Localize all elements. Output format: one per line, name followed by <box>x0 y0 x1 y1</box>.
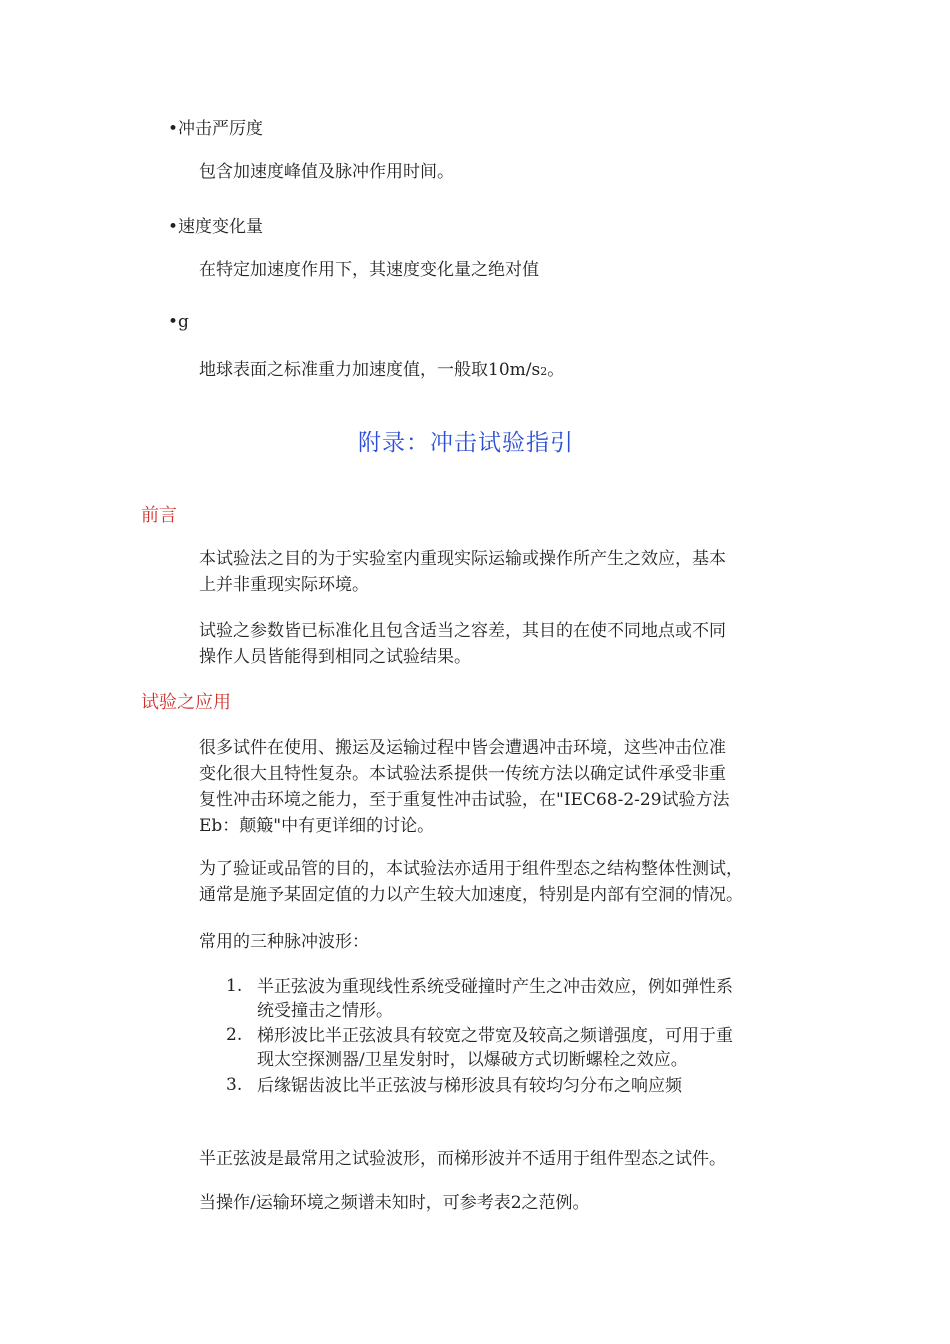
text-line: 本试验法之目的为于实验室内重现实际运输或操作所产生之效应，基本 <box>199 549 726 569</box>
definition-g <box>199 358 564 384</box>
list-item-3 <box>257 1074 817 1098</box>
text-line: 现太空探测器/卫星发射时，以爆破方式切断螺栓之效应。 <box>257 1050 688 1070</box>
text-line: 常用的三种脉冲波形： <box>199 932 369 952</box>
text-line: 半正弦波是最常用之试验波形，而梯形波并不适用于组件型态之试件。 <box>199 1149 726 1169</box>
preface-paragraph-1 <box>199 546 819 598</box>
application-paragraph-5 <box>199 1190 819 1216</box>
appendix-title: 附录：冲击试验指引 <box>358 430 574 456</box>
application-paragraph-2 <box>199 856 819 908</box>
application-paragraph-3 <box>199 929 819 955</box>
section-heading-application: 试验之应用 <box>141 692 231 713</box>
list-item-1 <box>257 975 817 1023</box>
term-shock-severity: •冲击严厉度 <box>168 119 264 139</box>
list-item-2 <box>257 1024 817 1072</box>
text-line: 为了验证或品管的目的，本试验法亦适用于组件型态之结构整体性测试， <box>199 859 743 879</box>
term-velocity-change: •速度变化量 <box>168 217 264 237</box>
section-heading-preface: 前言 <box>141 505 177 526</box>
text-line: 变化很大且特性复杂。本试验法系提供一传统方法以确定试件承受非重 <box>199 764 726 784</box>
preface-paragraph-2 <box>199 618 819 670</box>
definition-g-text: 地球表面之标准重力加速度值，一般取10m/s <box>199 360 541 380</box>
definition-velocity-change: 在特定加速度作用下，其速度变化量之绝对值 <box>199 260 539 280</box>
text-line: 当操作/运输环境之频谱未知时，可参考表2之范例。 <box>199 1193 590 1213</box>
text-line: 复性冲击环境之能力，至于重复性冲击试验，在"IEC68-2-29试验方法 <box>199 790 730 810</box>
text-line: 梯形波比半正弦波具有较宽之带宽及较高之频谱强度，可用于重 <box>257 1026 733 1046</box>
term-g: •g <box>168 312 189 332</box>
list-number-3: 3. <box>226 1075 243 1095</box>
text-line: 统受撞击之情形。 <box>257 1001 393 1021</box>
text-line: 后缘锯齿波比半正弦波与梯形波具有较均匀分布之响应频 <box>257 1076 682 1096</box>
application-paragraph-1 <box>199 735 819 839</box>
text-line: 半正弦波为重现线性系统受碰撞时产生之冲击效应，例如弹性系 <box>257 977 733 997</box>
text-line: 很多试件在使用、搬运及运输过程中皆会遭遇冲击环境，这些冲击位准 <box>199 738 726 758</box>
list-number-2: 2. <box>226 1025 243 1045</box>
text-line: 试验之参数皆已标准化且包含适当之容差，其目的在使不同地点或不同 <box>199 621 726 641</box>
text-line: 通常是施予某固定值的力以产生较大加速度，特别是内部有空洞的情况。 <box>199 885 743 905</box>
text-line: 上并非重现实际环境。 <box>199 575 369 595</box>
definition-shock-severity: 包含加速度峰值及脉冲作用时间。 <box>199 162 454 182</box>
application-paragraph-4 <box>199 1146 819 1172</box>
text-line: 操作人员皆能得到相同之试验结果。 <box>199 647 471 667</box>
definition-g-end: 。 <box>547 360 565 380</box>
text-line: Eb：颠簸"中有更详细的讨论。 <box>199 816 435 836</box>
list-number-1: 1. <box>226 976 243 996</box>
definition-g-exponent: 2 <box>540 365 548 378</box>
